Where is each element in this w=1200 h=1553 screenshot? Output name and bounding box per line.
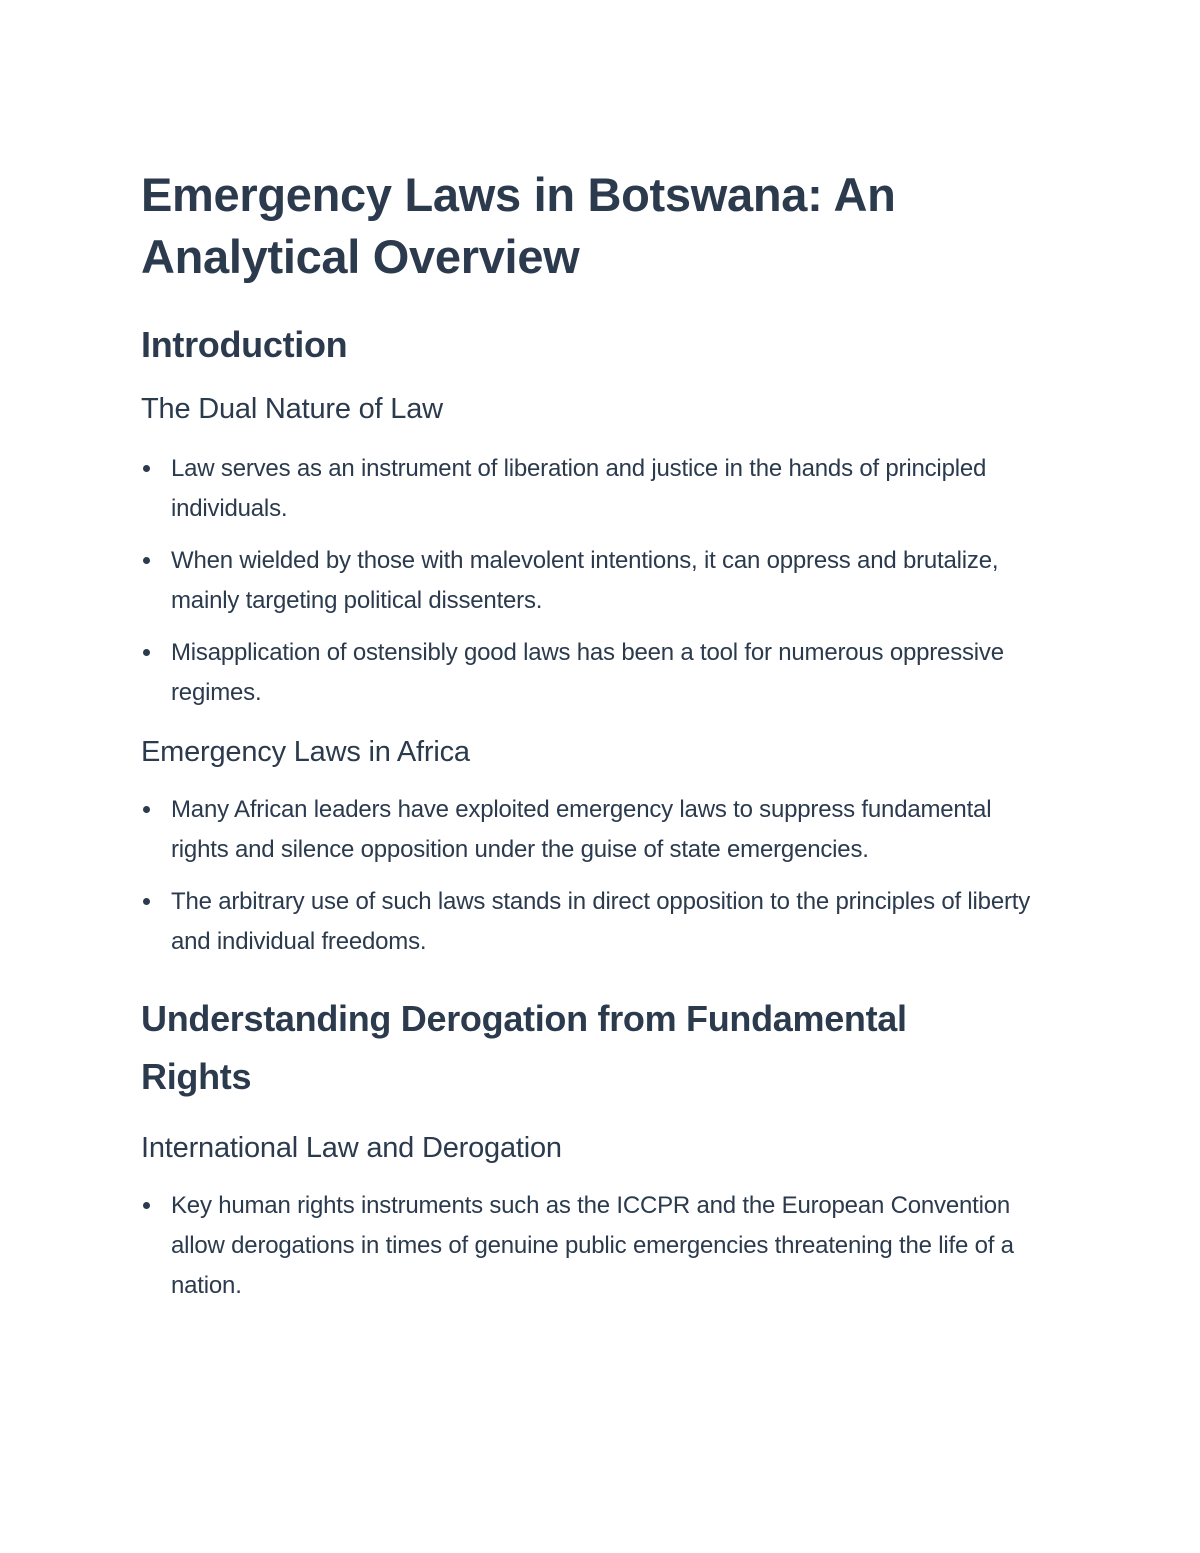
subsection-heading-international-law: International Law and Derogation bbox=[141, 1132, 562, 1164]
bullet-list-emergency-laws-africa bbox=[141, 790, 1050, 962]
bullet-icon bbox=[143, 557, 150, 564]
list-item bbox=[141, 633, 1050, 713]
subsection-heading-dual-nature: The Dual Nature of Law bbox=[141, 393, 443, 425]
bullet-list-dual-nature bbox=[141, 449, 1050, 713]
list-item-text: Law serves as an instrument of liberation and justice in the hands of principled individuals. bbox=[171, 455, 987, 522]
bullet-icon bbox=[143, 1202, 150, 1209]
list-item-text: The arbitrary use of such laws stands in direct opposition to the principles of liberty and individual freedoms. bbox=[171, 888, 1031, 955]
bullet-icon bbox=[143, 649, 150, 656]
list-item-text: Misapplication of ostensibly good laws has been a tool for numerous oppressive regimes. bbox=[171, 639, 1004, 706]
list-item bbox=[141, 882, 1050, 962]
list-item-text: Key human rights instruments such as the ICCPR and the European Convention allow derogations in times of genuine public emergencies threatening the life of a nation. bbox=[171, 1192, 1014, 1299]
section-heading-introduction: Introduction bbox=[141, 324, 348, 365]
bullet-icon bbox=[143, 898, 150, 905]
bullet-list-international-law bbox=[141, 1186, 1050, 1306]
section-heading-derogation: Understanding Derogation from Fundamental Rights bbox=[141, 998, 907, 1097]
list-item bbox=[141, 541, 1050, 621]
list-item-text: When wielded by those with malevolent intentions, it can oppress and brutalize, mainly targeting political dissenters. bbox=[171, 547, 999, 614]
list-item bbox=[141, 1186, 1050, 1306]
bullet-icon bbox=[143, 465, 150, 472]
subsection-heading-emergency-laws-africa: Emergency Laws in Africa bbox=[141, 736, 470, 768]
document-title: Emergency Laws in Botswana: An Analytical Overview bbox=[141, 168, 896, 283]
bullet-icon bbox=[143, 806, 150, 813]
list-item-text: Many African leaders have exploited emergency laws to suppress fundamental rights and silence opposition under the guise of state emergencies. bbox=[171, 796, 992, 863]
list-item bbox=[141, 790, 1050, 870]
list-item bbox=[141, 449, 1050, 529]
